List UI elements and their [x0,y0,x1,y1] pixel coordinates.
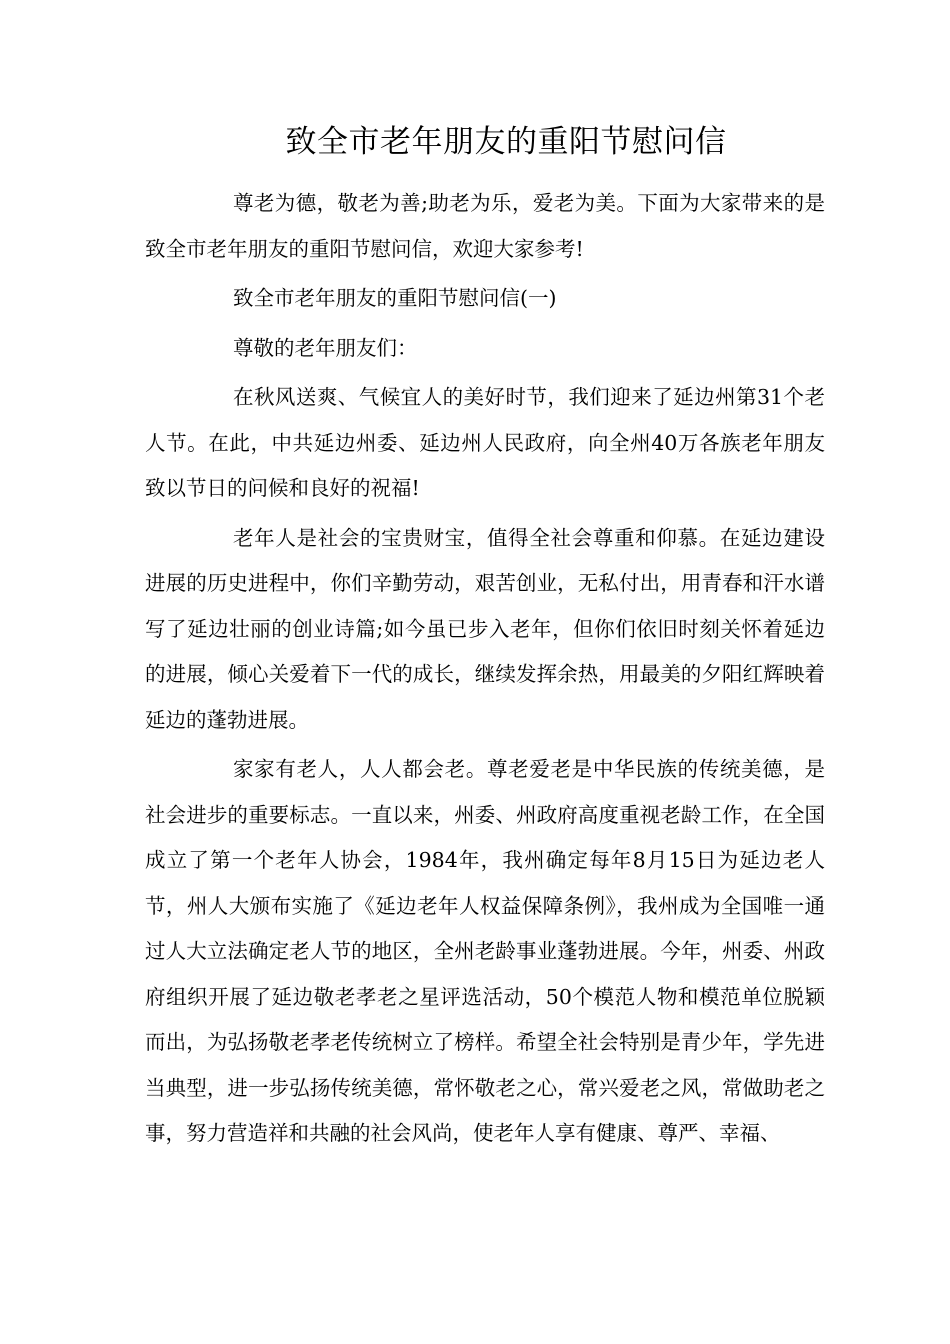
body-paragraph: 老年人是社会的宝贵财宝，值得全社会尊重和仰慕。在延边建设进展的历史进程中，你们辛勤劳动，艰苦创业，无私付出，用青春和汗水谱写了延边壮丽的创业诗篇;如今虽已步入老年，但你们依旧时刻关怀着延边的进展，倾心关爱着下一代的成长，继续发挥余热，用最美的夕阳红辉映着延边的蓬勃进展。 [145,525,825,732]
intro-paragraph: 尊老为德，敬老为善;助老为乐，爱老为美。下面为大家带来的是致全市老年朋友的重阳节慰问信，欢迎大家参考! [145,191,825,261]
letter-heading: 致全市老年朋友的重阳节慰问信(一) [233,286,557,310]
salutation: 尊敬的老年朋友们： [233,335,418,360]
document-title: 致全市老年朋友的重阳节慰问信 [285,124,727,160]
body-paragraph: 在秋风送爽、气候宜人的美好时节，我们迎来了延边州第31个老人节。在此，中共延边州委、延边州人民政府，向全州40万各族老年朋友致以节日的问候和良好的祝福! [145,385,825,500]
body-paragraph: 家家有老人，人人都会老。尊老爱老是中华民族的传统美德，是社会进步的重要标志。一直以来，州委、州政府高度重视老龄工作，在全国成立了第一个老年人协会，1984年，我州确定每年8月15日为延边老人节，州人大颁布实施了《延边老年人权益保障条例》，我州成为全国唯一通过人大立法确定老人节的地区，全州老龄事业蓬勃进展。今年，州委、州政府组织开展了延边敬老孝老之星评选活动，50个模范人物和模范单位脱颖而出，为弘扬敬老孝老传统树立了榜样。希望全社会特别是青少年，学先进当典型，进一步弘扬传统美德，常怀敬老之心，常兴爱老之风，常做助老之事，努力营造祥和共融的社会风尚，使老年人享有健康、尊严、幸福、 [145,757,825,1145]
document-body [145,181,825,1161]
